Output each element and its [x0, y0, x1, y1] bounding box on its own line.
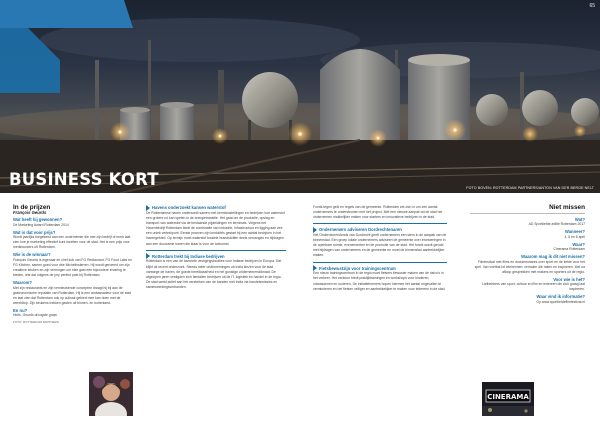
divider: [313, 262, 447, 263]
answer: Liefhebbers van sport, cultuur en film en iedereen die zich graag laat inspireren.: [482, 282, 585, 292]
question: Wanneer?: [564, 229, 585, 235]
divider: [470, 213, 585, 214]
column-news-left: [146, 205, 286, 292]
question: En nu?: [13, 307, 28, 313]
niet-missen-heading: Niet missen: [549, 204, 585, 211]
answer: 4, 5 en 6 april: [564, 234, 585, 239]
section-subheading: François Geurds: [13, 210, 47, 216]
question: Wat?: [574, 216, 585, 222]
answer: Filmfestival met films en documentaires over sport en de liefde voor het spel. Van voetbal tot wielrennen: verhalen die raken en inspireren. Met na afloop gesprekken met makers en sporters uit de regio.: [474, 259, 585, 274]
question: Waarom mag ik dit niet missen?: [521, 254, 585, 260]
article-heading: Havens onderzoekt kansen waterstof: [152, 205, 226, 211]
question: Wie is de winnaar?: [13, 252, 51, 258]
answer: De Marketing Award Rotterdam 2014: [13, 222, 69, 227]
question: Waar?: [572, 241, 585, 247]
question: Waar vind ik informatie?: [536, 294, 585, 300]
title-bar: [0, 0, 133, 28]
photo-caption: FOTO: ROTTERDAM PARTNERS: [13, 320, 59, 325]
question: Voor wie is het?: [553, 276, 585, 282]
article-text: Het Ondernemersfonds van Dordrecht geeft ondernemers een stem in de aanpak van de binnenstad. Een groep lokale ondernemers adviseert de gemeente over investeringen in de openbare ruimte, evenementen en de promotie van de stad. Het fonds wordt gevuld met bijdragen van ondernemers en de gemeente en moet de binnenstad aantrekkelijker maken.: [313, 233, 447, 258]
question: Wat heeft hij gewonnen?: [13, 217, 63, 223]
article-text: De Rotterdamse haven onderzoekt samen met kennisinstellingen en bedrijven hoe waterstof een grotere rol kan spelen in de energietransitie. Het gaat om de productie, opslag en transport van waterstof via de bestaande pijpleidingen en terminals. Volgens het Havenbedrijf Rotterdam biedt de combinatie van industrie, infrastructuur en ligging aan zee een uniek vertrekpunt. Eerste proeven zijn inmiddels gestart bij een aantal bedrijven in het havengebied. Op termijn moet waterstof fossiele brandstoffen deels vervangen en bijdragen aan een duurzame haven die klaar is voor de toekomst.: [146, 211, 285, 246]
answer: AD Sportliefde-editie Rotterdam 2017: [528, 222, 585, 227]
article-text: Fonds tegen geld en regels van de gemeente. Rotterdam zet zich in om een aantal ondernemers te ondersteunen met het project. Met een nieuwe aanpak wil de stad het ondernemen makkelijker maken voor starters en innovatieve bedrijven in de stad.: [313, 205, 443, 220]
answer: Cinerama Rotterdam: [553, 247, 585, 252]
page-title: BUSINESS KORT: [9, 170, 159, 189]
article-text: Een nieuw trainingscentrum in de regio moet fietsers bewuster maken van de risico's in het verkeer. Het centrum biedt praktijktrainingen en workshops voor kinderen, volwassenen en ouderen. De initiatiefnemers hopen hiermee het aantal ongevallen te verminderen en het fietsen veiliger en aantrekkelijker te maken voor iedereen in de stad.: [313, 271, 446, 291]
answer: François Geurds is eigenaar en chef-kok van FG Restaurant, FG Food Labs en FG Kitchen, samen goed voor drie Michelinsterren. Hij wordt geroemd om zijn creatieve keuken en zijn vermogen om elke gast een bijzondere ervaring te bieden, iets dat volgens de jury perfect past bij Rotterdam.: [13, 257, 132, 278]
column-news-right: [313, 205, 447, 293]
answer: Op www.sportliefdefilmfestival.nl: [536, 299, 585, 304]
page-number-right: 65: [589, 3, 595, 9]
photo-credit: FOTO BOVEN: ROTTERDAM PARTNERS/ANTON VAN DER BERGE NELT: [466, 186, 594, 190]
article-heading: Rotterdam trekt bij Indiase bedrijven: [152, 253, 225, 259]
question: Wat is dat voor prijs?: [13, 229, 56, 235]
article-heading: Fietsbewustzijn voor trainingscentrum: [319, 265, 396, 271]
divider: [146, 250, 286, 251]
article-text: Rotterdam is een van de favoriete vestigingslocaties voor Indiase bedrijven in Europa. Dat blijkt uit recent onderzoek. Steeds meer ondernemingen uit India kiezen voor de stad vanwege de haven, de goede bereikbaarheid en het gunstige ondernemersklimaat. De afgelopen jaren vestigden zich tientallen bedrijven uit de IT, logistiek en handel in de regio. De stad werkt actief aan het versterken van de banden met India via handelsmissies en samenwerkingsverbanden.: [146, 259, 282, 289]
column-in-de-prijzen: [13, 205, 133, 326]
question: Waarom?: [13, 280, 32, 286]
answer: Hints, Geurds droogste grapt.: [13, 313, 58, 318]
portrait-photo: [89, 372, 133, 416]
cinerama-sign-photo: [482, 382, 534, 416]
column-niet-missen: [470, 205, 585, 307]
hero-photo: [0, 0, 600, 193]
refinery-illustration: [0, 0, 600, 193]
answer: Met zijn restaurants en zijn vernieuwende concepten draagt hij bij aan de gastronomische reputatie van Rotterdam. Hij is een ambassadeur voor de stad en laat zien dat Rotterdam ook op culinair gebied mee kan doen met de wereldtop. Zijn keukens trekken gasten uit binnen- en buitenland.: [13, 285, 132, 305]
answer: Wordt jaarlijks toegekend aan een ondernemer die met zijn bedrijf of merk laat zien hoe je marketing effectief kunt inzetten voor de stad. Het is een prijs voor merkbouwers uit Rotterdam.: [13, 235, 131, 250]
cinerama-sign-text: CINERAMA: [487, 393, 529, 401]
section-heading: In de prijzen: [13, 204, 51, 211]
article-heading: Ondernemers adviseren Dordrechtenaren: [319, 227, 402, 233]
divider: [313, 223, 447, 224]
